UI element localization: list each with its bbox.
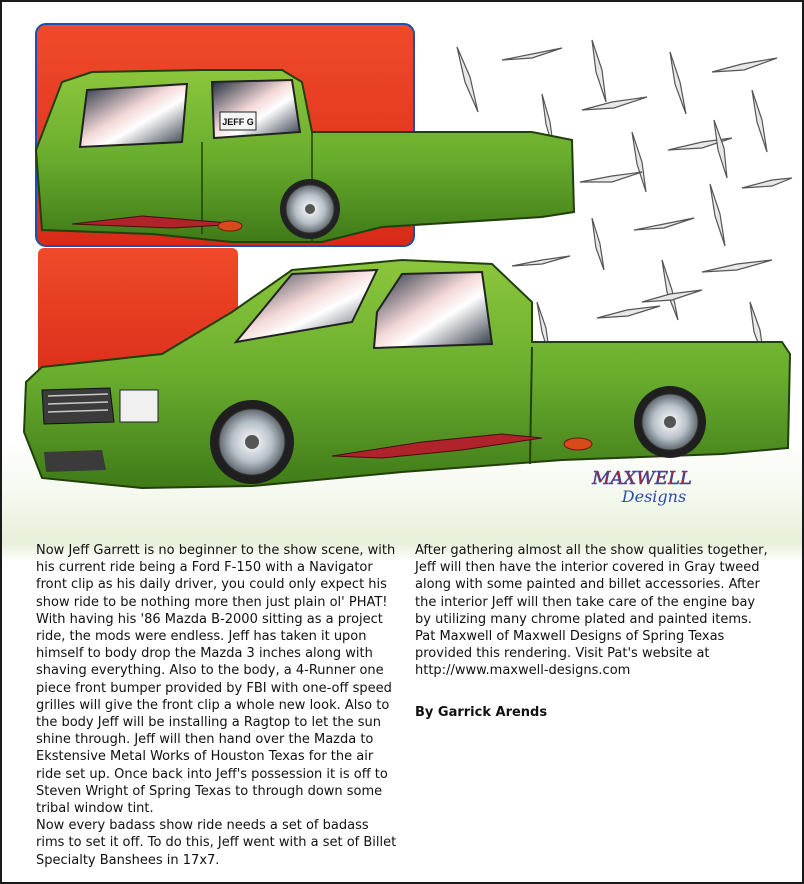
plate-text: JEFF G	[222, 117, 254, 127]
author-byline: By Garrick Arends	[415, 705, 548, 720]
truck-rendering-illustration	[2, 2, 802, 522]
article-paragraph: Now Jeff Garrett is no beginner to the show scene, with his current ride being a Ford F-150 with a Navigator front clip as his daily driver, you could only expect his show ride to be nothing more then just plain ol' PHAT! With having his '86 Mazda B-2000 sitting as a project ride, the mods were endless. Jeff has taken it upon himself to body drop the Mazda 3 inches along with shaving everything. Also to the body, a 4-Runner one piece front bumper provided by FBI with one-off speed grilles will give the front clip a whole new look. Also to the body Jeff will be installing a Ragtop to let the sun shine through. Jeff will then hand over the Mazda to Ekstensive Metal Works of Houston Texas for the air ride set up. Once back into Jeff's possession it is off to Steven Wright of Spring Texas to through down some tribal window tint.	[36, 543, 396, 817]
top-truck	[36, 70, 574, 242]
article-paragraph: Now every badass show ride needs a set of badass rims to set it off. To do this, Jeff went with a set of Billet Specialty Banshees in 17x7.	[36, 818, 397, 868]
signature-top: MAXWELL	[592, 468, 692, 489]
artist-signature	[591, 468, 692, 506]
signature-bottom: Designs	[621, 487, 687, 506]
article-right-column	[415, 542, 775, 680]
article-left-column	[36, 542, 401, 869]
article-paragraph: After gathering almost all the show qualities together, Jeff will then have the interior covered in Gray tweed along with some painted and billet accessories. After the interior Jeff will then take care of the engine bay by utilizing many chrome plated and painted items. Pat Maxwell of Maxwell Designs of Spring Texas provided this rendering. Visit Pat's website at http://www.maxwell-designs.com	[415, 543, 768, 679]
